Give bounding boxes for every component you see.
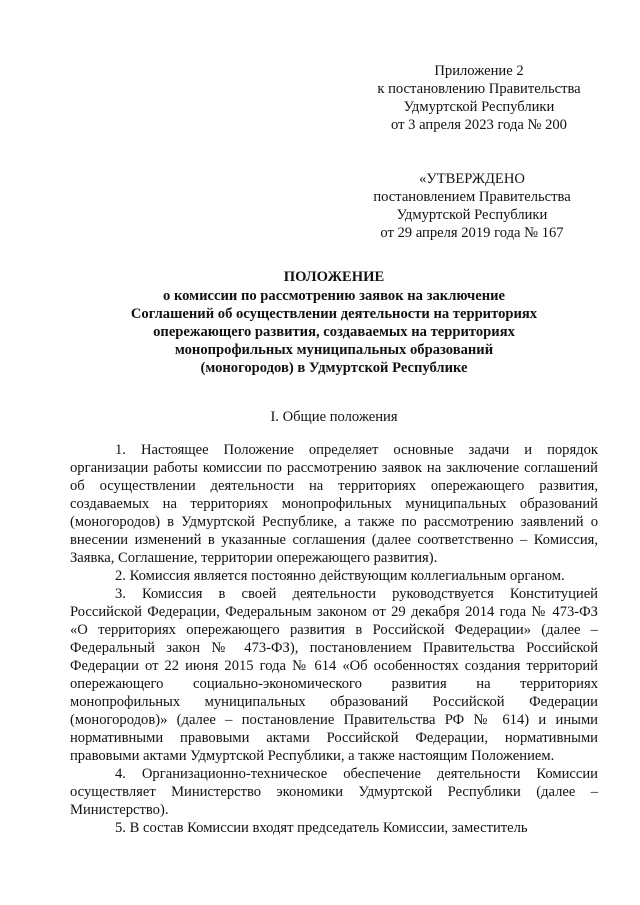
annex-number: Приложение 2 (434, 63, 524, 79)
title-line-2: Соглашений об осуществлении деятельности на территориях (130, 306, 538, 322)
paragraph-1: 1. Настоящее Положение определяет основные задачи и порядок организации работы комиссии по рассмотрению заявок на заключение соглашений об осуществлении деятельности на территориях опережающего развития, создаваемых на территориях монопрофильных муниципальных образований (моногородов) в Удмуртской Республике, а также по рассмотрению заявлений о внесении изменений в указанные соглашения (далее соответственно – Комиссия, Заявка, Соглашение, территории опережающего развития). (70, 442, 598, 566)
title-line-3: опережающего развития, создаваемых на территориях (153, 324, 515, 340)
title-heading: ПОЛОЖЕНИЕ (283, 269, 385, 285)
approved-label: «УТВЕРЖДЕНО (419, 171, 525, 187)
approved-stamp-text (366, 170, 578, 242)
title-line-4: монопрофильных муниципальных образований (174, 342, 494, 358)
document-body (70, 441, 598, 837)
annex-date: от 3 апреля 2023 года № 200 (391, 117, 567, 133)
title-line-5: (моногородов) в Удмуртской Республике (200, 360, 468, 376)
paragraph-2: 2. Комиссия является постоянно действующим коллегиальным органом. (115, 568, 565, 584)
annex-reference: к постановлению Правительства (377, 81, 581, 97)
approved-authority: Удмуртской Республики (396, 207, 548, 223)
annex-authority: Удмуртской Республики (403, 99, 555, 115)
section-title: I. Общие положения (270, 409, 398, 425)
annex-header (368, 62, 590, 134)
approved-by: постановлением Правительства (373, 189, 571, 205)
approved-date: от 29 апреля 2019 года № 167 (380, 225, 564, 241)
paragraph-3: 3. Комиссия в своей деятельности руководствуется Конституцией Российской Федерации, Федеральным законом от 29 декабря 2014 года № 473-ФЗ «О территориях опережающего развития в Российской Федерации» (далее – Федеральный закон № 473-ФЗ), постановлением Правительства Российской Федерации от 22 июня 2015 года № 614 «Об особенностях создания территорий опережающего социально-экономического развития на территориях монопрофильных муниципальных образований Российской Федерации (моногородов)» (далее – постановление Правительства РФ № 614) и иными нормативными правовыми актами Российской Федерации, нормативными правовыми актами Удмуртской Республики, а также настоящим Положением. (70, 586, 598, 764)
paragraph-4: 4. Организационно-техническое обеспечение деятельности Комиссии осуществляет Министерство экономики Удмуртской Республики (далее – Министерство). (70, 766, 598, 818)
document-title (70, 268, 598, 377)
title-line-1: о комиссии по рассмотрению заявок на заключение (163, 288, 505, 304)
paragraph-5: 5. В состав Комиссии входят председатель Комиссии, заместитель (115, 820, 528, 836)
